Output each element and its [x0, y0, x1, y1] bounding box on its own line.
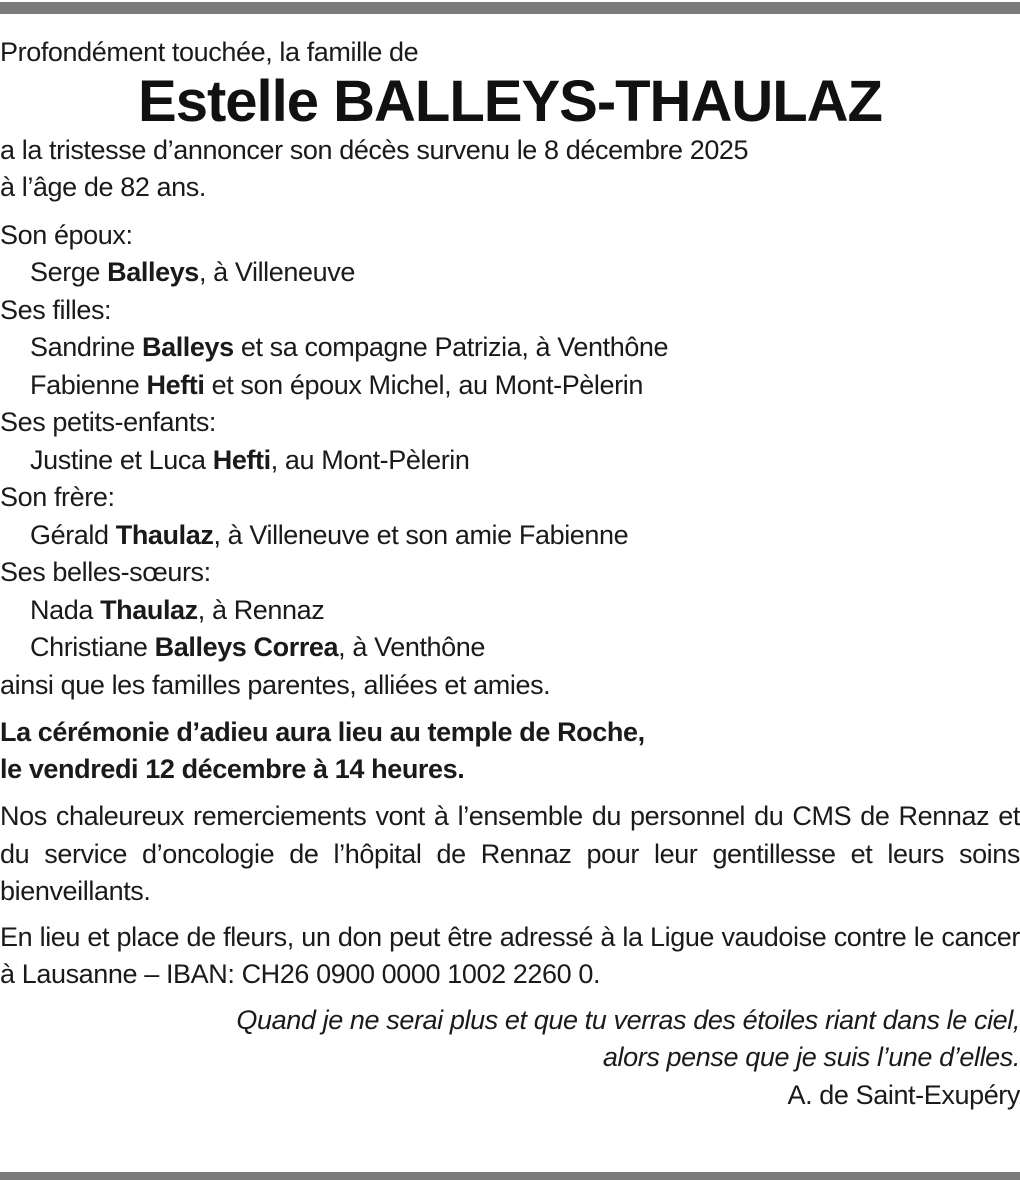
member-surname: Hefti — [146, 369, 205, 400]
spacer — [0, 788, 1020, 798]
member-surname: Balleys — [107, 257, 199, 287]
family-heading: Son frère: — [0, 482, 115, 512]
member-surname: Thaulaz — [115, 519, 214, 550]
announcement-line: a la tristesse d’annoncer son décès survenu le 8 décembre 2025 — [0, 134, 749, 165]
family-member — [0, 367, 1020, 405]
thanks-paragraph: Nos chaleureux remerciements vont à l’ensemble du personnel du CMS de Rennaz et du service d’oncologie de l’hôpital de Rennaz pour leur gentillesse et leurs soins bienveillants. — [0, 801, 1020, 906]
quote-line: alors pense que je suis l’une d’elles. — [602, 1042, 1020, 1072]
family-member — [0, 254, 1020, 292]
ceremony-time: le vendredi 12 décembre à 14 heures. — [0, 754, 465, 784]
family-member — [0, 329, 1020, 367]
families-line: ainsi que les familles parentes, alliées et amies. — [0, 669, 551, 700]
member-first: Gérald — [30, 519, 116, 550]
member-first: Justine et Luca — [30, 444, 213, 475]
member-first: Nada — [30, 594, 101, 625]
spacer — [0, 207, 1020, 217]
member-first: Fabienne — [30, 369, 147, 400]
member-surname: Hefti — [212, 444, 271, 475]
family-heading: Son époux: — [0, 219, 133, 250]
member-surname: Balleys Correa — [154, 632, 339, 662]
family-member — [0, 442, 1020, 480]
spacer — [0, 994, 1020, 1002]
family-member — [0, 629, 1020, 667]
top-rule — [0, 2, 1020, 14]
family-member — [0, 517, 1020, 555]
member-details: , à Villeneuve — [198, 257, 355, 287]
obituary-notice — [0, 34, 1020, 1114]
family-list — [0, 217, 1020, 705]
member-details: , à Rennaz — [197, 594, 325, 625]
member-first: Christiane — [30, 632, 155, 662]
member-surname: Balleys — [141, 332, 234, 362]
donation-paragraph: En lieu et place de fleurs, un don peut être adressé à la Ligue vaudoise contre le cancer à Lausanne – IBAN: CH26 0900 0000 1002 2260 0. — [0, 921, 1020, 989]
family-heading: Ses belles-sœurs: — [0, 557, 211, 587]
member-details: , au Mont-Pèlerin — [270, 444, 470, 475]
spacer — [0, 911, 1020, 919]
member-details: et son époux Michel, au Mont-Pèlerin — [204, 369, 643, 400]
deceased-name: Estelle BALLEYS-THAULAZ — [138, 68, 882, 134]
member-details: et sa compagne Patrizia, à Venthône — [233, 332, 669, 362]
member-first: Serge — [30, 257, 108, 287]
age-line: à l’âge de 82 ans. — [0, 172, 206, 202]
member-first: Sandrine — [30, 332, 142, 362]
bottom-rule — [0, 1172, 1020, 1180]
intro-line: Profondément touchée, la famille de — [0, 37, 419, 67]
member-surname: Thaulaz — [100, 594, 198, 625]
quote-author: A. de Saint-Exupéry — [787, 1079, 1020, 1110]
family-member — [0, 592, 1020, 630]
family-heading: Ses petits-enfants: — [0, 407, 217, 437]
ceremony-place: La cérémonie d’adieu aura lieu au temple de Roche, — [0, 717, 645, 747]
member-details: , à Venthône — [338, 632, 486, 662]
family-heading: Ses filles: — [0, 294, 112, 325]
spacer — [0, 704, 1020, 714]
quote-line: Quand je ne serai plus et que tu verras des étoiles riant dans le ciel, — [236, 1004, 1020, 1035]
member-details: , à Villeneuve et son amie Fabienne — [213, 519, 629, 550]
